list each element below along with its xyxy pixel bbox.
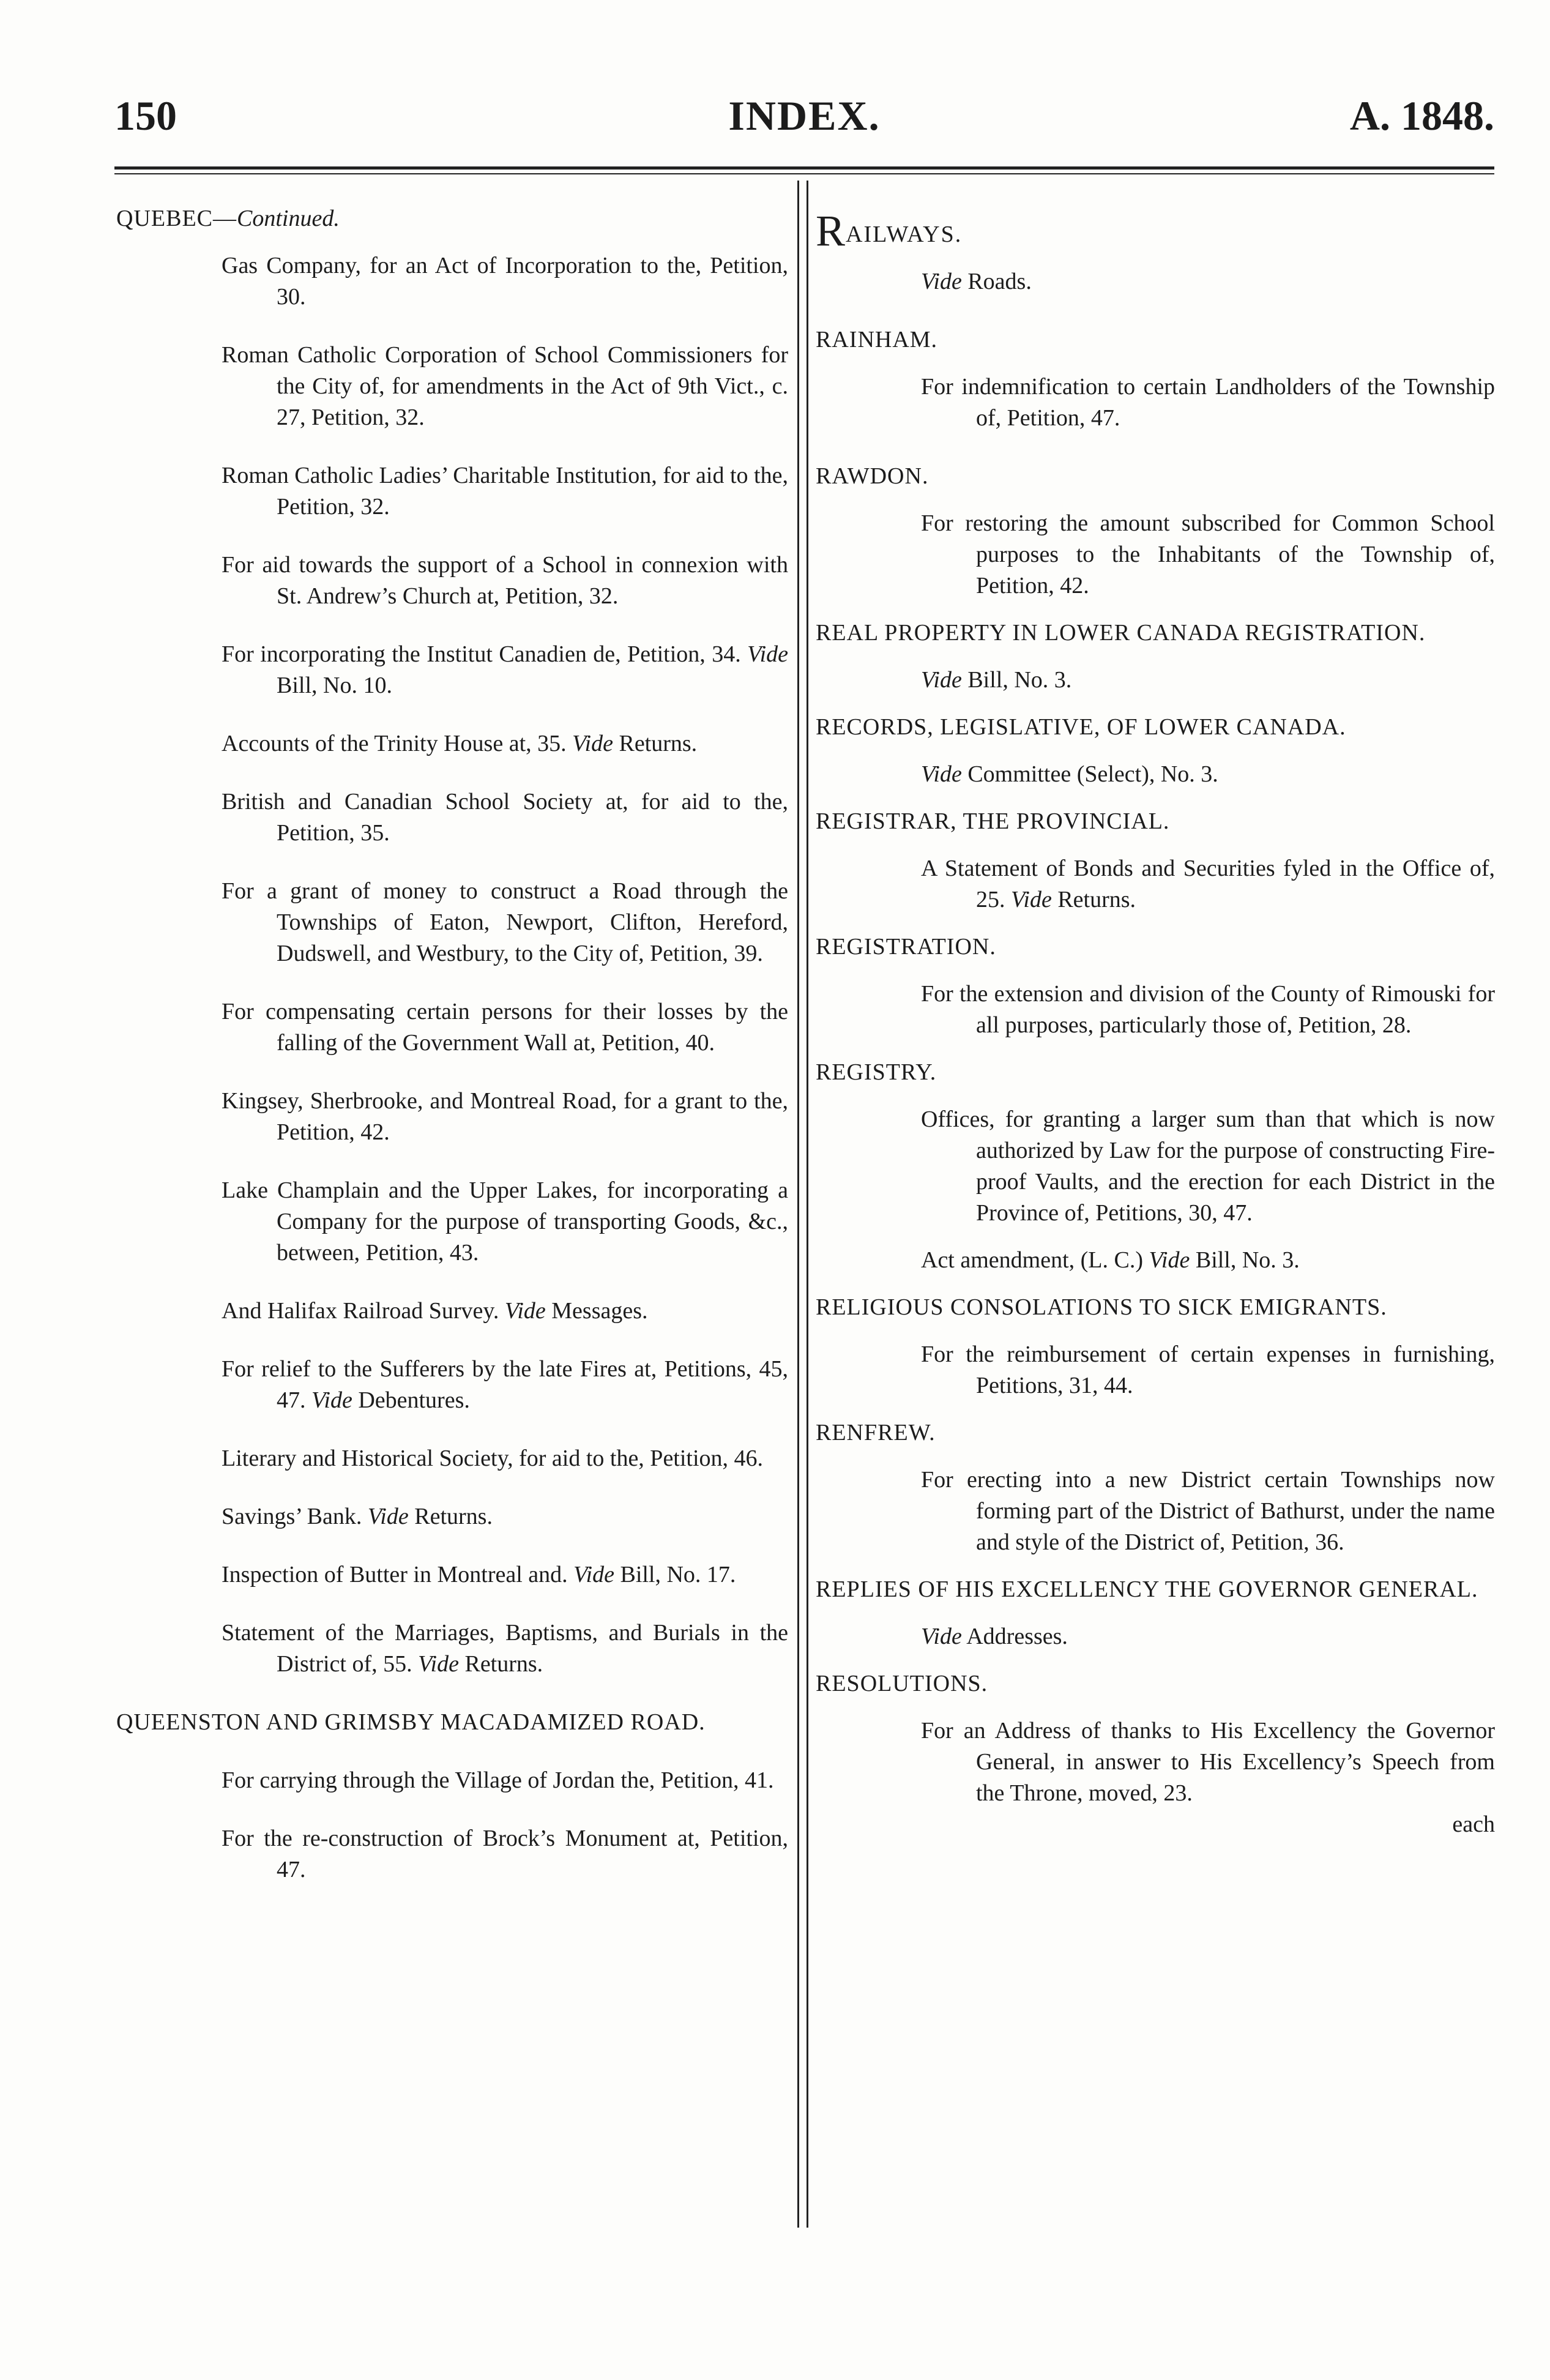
index-entry: Offices, for granting a larger sum than that which is now authorized by Law for the purpose of constructing Fire-proof Vaults, and the erection for each District in the Province of, Petitions, 30, 47. [921,1106,1495,1226]
index-entry: Vide Addresses. [921,1624,1068,1649]
railways-label: AILWAYS. [846,222,963,247]
header-rule-thin [114,173,1494,174]
index-entry: For an Address of thanks to His Excellency the Governor General, in answer to His Excellency’s Speech from the Throne, moved, 23. [921,1718,1495,1806]
heading-continued-label: Continued. [237,206,340,231]
index-entry: Roman Catholic Ladies’ Charitable Institution, for aid to the, Petition, 32. [222,463,788,520]
index-heading-rawdon: RAWDON. [816,463,929,489]
index-entry: For incorporating the Institut Canadien de, Petition, 34. Vide Bill, No. 10. [222,641,788,698]
index-entry: And Halifax Railroad Survey. Vide Messages. [222,1298,648,1324]
index-entry: Statement of the Marriages, Baptisms, and Burials in the District of, 55. Vide Returns. [222,1620,788,1677]
index-heading-queenston: QUEENSTON AND GRIMSBY MACADAMIZED ROAD. [116,1709,706,1735]
index-entry: British and Canadian School Society at, for aid to the, Petition, 35. [222,789,788,846]
index-heading-real-property: REAL PROPERTY IN LOWER CANADA REGISTRATION. [816,620,1426,646]
index-entry: For restoring the amount subscribed for Common School purposes to the Inhabitants of the Township of, Petition, 42. [921,510,1495,599]
index-entry: For a grant of money to construct a Road through the Townships of Eaton, Newport, Clifton, Hereford, Dudswell, and Westbury, to the City of, Petition, 39. [222,878,788,966]
index-heading-registry: REGISTRY. [816,1059,937,1085]
catchword: each [1452,1811,1495,1837]
index-entry: Accounts of the Trinity House at, 35. Vide Returns. [222,731,698,756]
index-heading-religious: RELIGIOUS CONSOLATIONS TO SICK EMIGRANTS. [816,1294,1387,1320]
index-entry: Vide Committee (Select), No. 3. [921,761,1218,787]
right-column [816,206,1495,1840]
page-title: INDEX. [728,92,881,139]
page-year: A. 1848. [1349,92,1494,139]
index-entry: For compensating certain persons for their losses by the falling of the Government Wall at, Petition, 40. [222,999,788,1056]
index-heading-replies: REPLIES OF HIS EXCELLENCY THE GOVERNOR GENERAL. [816,1576,1478,1602]
index-entry: For erecting into a new District certain Townships now forming part of the District of Bathurst, under the name and style of the District of, Petition, 36. [921,1467,1495,1555]
index-entry: For carrying through the Village of Jordan the, Petition, 41. [222,1767,774,1793]
index-entry: Kingsey, Sherbrooke, and Montreal Road, for a grant to the, Petition, 42. [222,1088,788,1145]
index-entry: A Statement of Bonds and Securities fyled in the Office of, 25. Vide Returns. [921,856,1495,912]
index-heading-records: RECORDS, LEGISLATIVE, OF LOWER CANADA. [816,714,1346,740]
index-heading-rainham: RAINHAM. [816,327,938,353]
index-entry: For indemnification to certain Landholders of the Township of, Petition, 47. [921,374,1495,431]
left-column [116,203,788,1886]
header-rule-thick [114,166,1494,170]
index-entry: Savings’ Bank. Vide Returns. [222,1504,493,1529]
index-heading-quebec [116,203,788,234]
index-entry: For aid towards the support of a School in connexion with St. Andrew’s Church at, Petition, 32. [222,552,788,609]
index-entry: For the extension and division of the County of Rimouski for all purposes, particularly those of, Petition, 28. [921,981,1495,1038]
railways-initial: R [816,206,846,255]
index-entry: Vide Bill, No. 3. [921,667,1072,693]
index-entry: For the reimbursement of certain expenses in furnishing, Petitions, 31, 44. [921,1341,1495,1398]
heading-quebec-label: QUEBEC— [116,206,237,231]
index-entry: Lake Champlain and the Upper Lakes, for incorporating a Company for the purpose of transporting Goods, &c., between, Petition, 43. [222,1177,788,1266]
column-divider-left [797,181,799,2228]
index-entry: For the re-construction of Brock’s Monument at, Petition, 47. [222,1826,788,1882]
index-entry: For relief to the Sufferers by the late Fires at, Petitions, 45, 47. Vide Debentures. [222,1356,788,1413]
index-entry: Gas Company, for an Act of Incorporation to the, Petition, 30. [222,253,788,310]
index-entry: Inspection of Butter in Montreal and. Vide Bill, No. 17. [222,1562,736,1587]
index-heading-railways [816,206,1495,255]
page-header [114,92,1494,141]
index-heading-renfrew: RENFREW. [816,1420,936,1446]
column-divider-right [807,181,808,2228]
index-heading-registrar: REGISTRAR, THE PROVINCIAL. [816,808,1170,834]
page-number: 150 [114,92,177,139]
index-entry: Act amendment, (L. C.) Vide Bill, No. 3. [921,1247,1300,1273]
index-heading-registration: REGISTRATION. [816,934,996,960]
index-entry: Roman Catholic Corporation of School Commissioners for the City of, for amendments in the Act of 9th Vict., c. 27, Petition, 32. [222,342,788,430]
index-entry: Vide Roads. [921,269,1032,294]
index-heading-resolutions: RESOLUTIONS. [816,1671,988,1696]
index-entry: Literary and Historical Society, for aid to the, Petition, 46. [222,1446,764,1471]
